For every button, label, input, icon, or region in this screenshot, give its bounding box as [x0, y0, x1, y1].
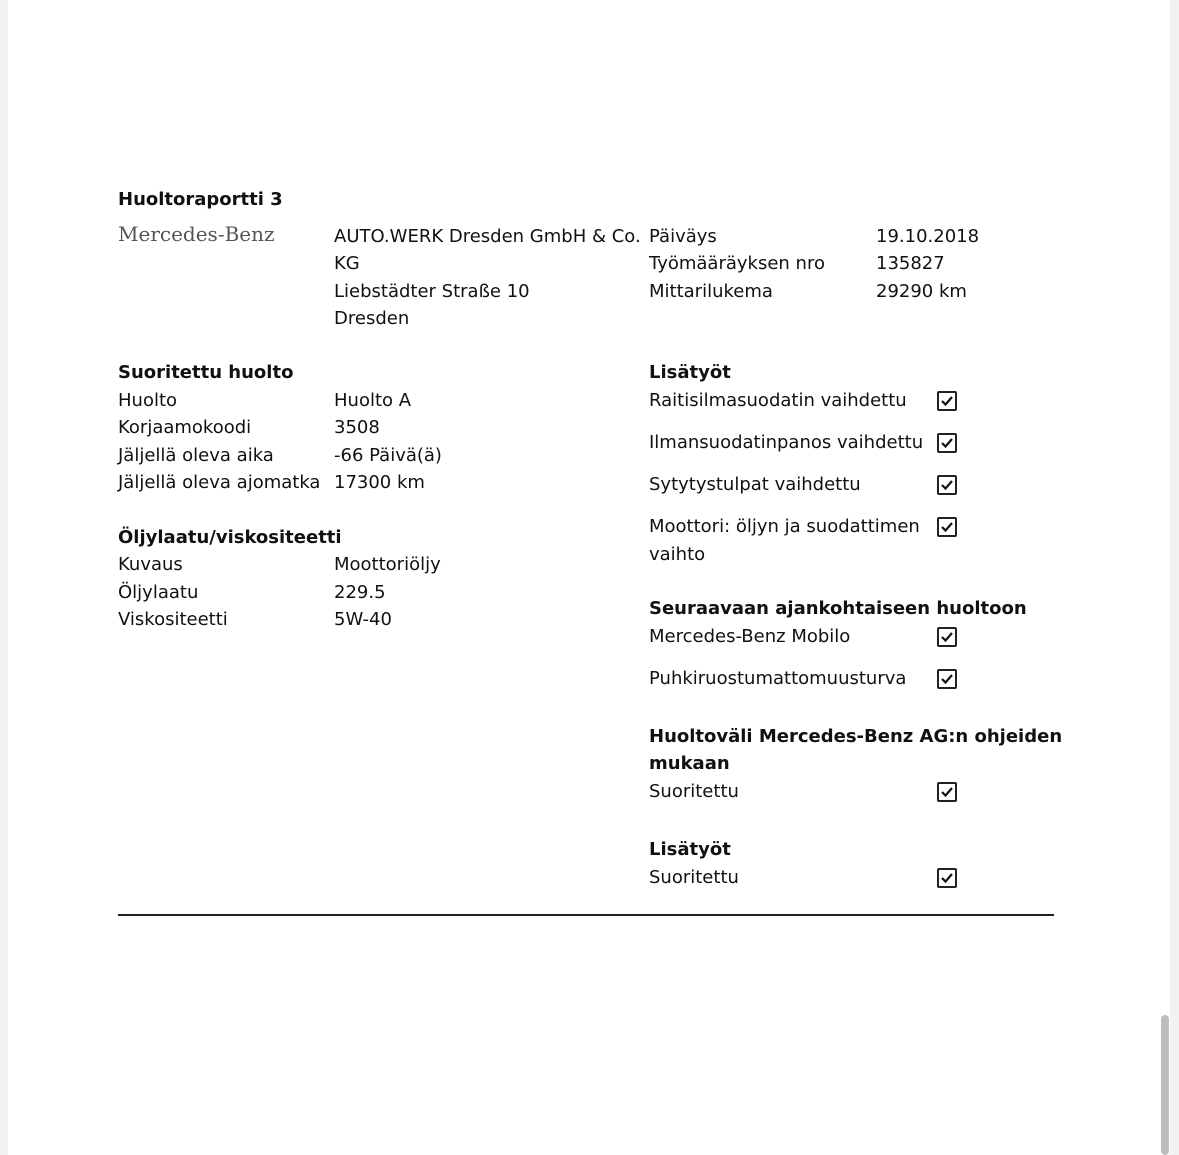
extra-work-2-checkbox[interactable] [937, 868, 957, 888]
extra-work-2-heading: Lisätyöt [649, 839, 731, 860]
date-label: Päiväys [649, 226, 717, 247]
next-service-heading: Seuraavaan ajankohtaiseen huoltoon [649, 598, 1027, 619]
oil-row-label: Kuvaus [118, 554, 183, 575]
extra-work-item-label: Sytytystulpat vaihdettu [649, 474, 861, 495]
next-service-item-label: Puhkiruostumattomuusturva [649, 668, 907, 689]
interval-heading-cont: mukaan [649, 753, 730, 774]
oil-heading: Öljylaatu/viskositeetti [118, 527, 342, 548]
extra-work-item-label: Moottori: öljyn ja suodattimen [649, 516, 920, 537]
extra-work-item-label: Ilmansuodatinpanos vaihdettu [649, 432, 924, 453]
service-row-label: Jäljellä oleva ajomatka [118, 472, 321, 493]
work-order-value: 135827 [876, 253, 945, 274]
report-title: Huoltoraportti 3 [118, 189, 283, 210]
report-page [8, 0, 1170, 1155]
extra-work-checkbox[interactable] [937, 517, 957, 537]
work-order-label: Työmääräyksen nro [649, 253, 825, 274]
service-heading: Suoritettu huolto [118, 362, 294, 383]
oil-row-value: 229.5 [334, 582, 386, 603]
interval-item-label: Suoritettu [649, 781, 739, 802]
extra-work-checkbox[interactable] [937, 391, 957, 411]
dealer-city: Dresden [334, 308, 410, 329]
service-row-label: Korjaamokoodi [118, 417, 252, 438]
oil-row-value: Moottoriöljy [334, 554, 441, 575]
checkmark-icon [940, 630, 954, 644]
service-row-value: Huolto A [334, 390, 412, 411]
dealer-name: AUTO.WERK Dresden GmbH & Co. [334, 226, 641, 247]
section-divider [118, 914, 1054, 916]
extra-work-heading: Lisätyöt [649, 362, 731, 383]
checkmark-icon [940, 520, 954, 534]
scrollbar-thumb[interactable] [1161, 1015, 1169, 1155]
extra-work-checkbox[interactable] [937, 433, 957, 453]
checkmark-icon [940, 478, 954, 492]
next-service-checkbox[interactable] [937, 627, 957, 647]
odometer-value: 29290 km [876, 281, 967, 302]
dealer-name-cont: KG [334, 253, 360, 274]
oil-row-value: 5W-40 [334, 609, 392, 630]
checkmark-icon [940, 394, 954, 408]
extra-work-2-item-label: Suoritettu [649, 867, 739, 888]
extra-work-item-label: Raitisilmasuodatin vaihdettu [649, 390, 907, 411]
next-service-item-label: Mercedes-Benz Mobilo [649, 626, 851, 647]
next-service-checkbox[interactable] [937, 669, 957, 689]
service-row-label: Jäljellä oleva aika [118, 445, 274, 466]
service-row-value: 17300 km [334, 472, 425, 493]
checkmark-icon [940, 436, 954, 450]
service-row-label: Huolto [118, 390, 178, 411]
odometer-label: Mittarilukema [649, 281, 773, 302]
dealer-street: Liebstädter Straße 10 [334, 281, 530, 302]
oil-row-label: Viskositeetti [118, 609, 228, 630]
service-row-value: 3508 [334, 417, 380, 438]
brand-logo-text: Mercedes-Benz [118, 222, 275, 246]
service-row-value: -66 Päivä(ä) [334, 445, 442, 466]
checkmark-icon [940, 672, 954, 686]
checkmark-icon [940, 871, 954, 885]
date-value: 19.10.2018 [876, 226, 980, 247]
oil-row-label: Öljylaatu [118, 582, 199, 603]
checkmark-icon [940, 785, 954, 799]
interval-checkbox[interactable] [937, 782, 957, 802]
extra-work-checkbox[interactable] [937, 475, 957, 495]
extra-work-item-label-cont: vaihto [649, 544, 706, 565]
interval-heading: Huoltoväli Mercedes-Benz AG:n ohjeiden [649, 726, 1063, 747]
